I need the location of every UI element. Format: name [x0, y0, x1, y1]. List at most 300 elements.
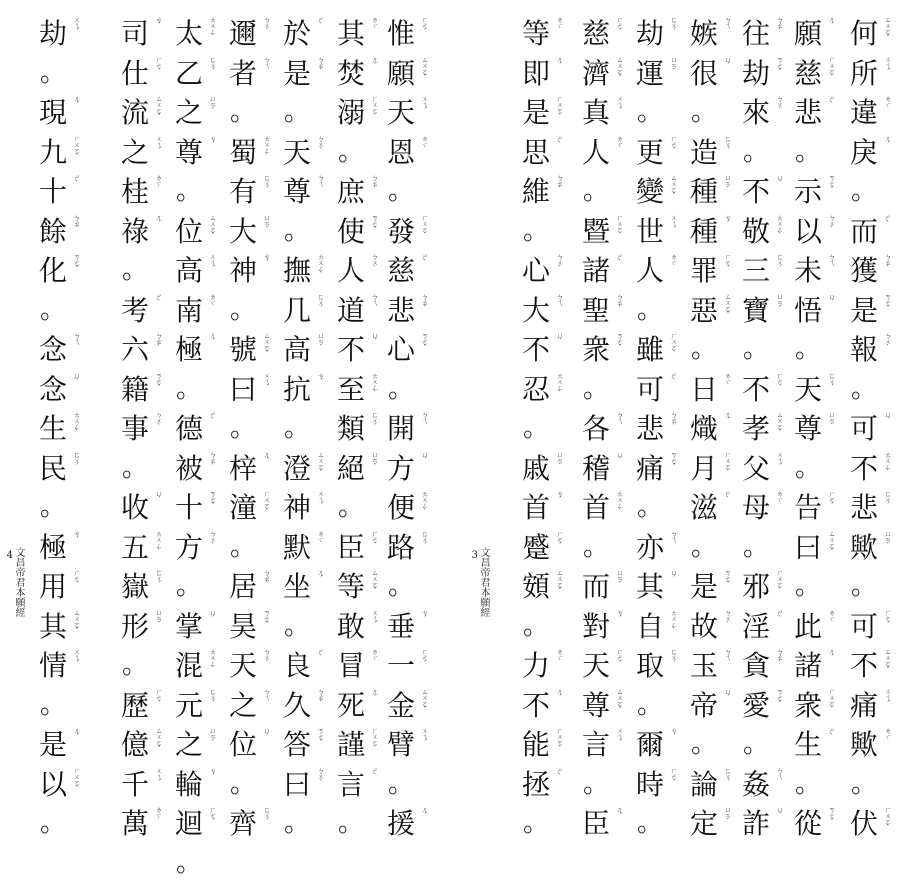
scripture-character: 以 ㄏㄨㄛˋ — [38, 765, 82, 805]
punctuation-mark: 。 — [581, 528, 625, 568]
zhuyin-annotation: ㄏㄜˊ — [417, 16, 429, 35]
scripture-character: 被 ㄅㄠˋ — [174, 449, 218, 489]
scripture-character: 聖 ㄅㄠˋ — [581, 291, 625, 331]
zhuyin-annotation: ㄕˋ — [772, 609, 784, 622]
zhuyin-annotation: ㄈㄨˊ — [151, 569, 163, 588]
scripture-character: 德 ㄕˋ — [174, 409, 218, 449]
zhuyin-annotation: ㄅㄟ — [417, 411, 429, 423]
zhuyin-annotation: ㄈㄨˊ — [259, 174, 271, 193]
scripture-character: 不 ㄏㄜˊ — [741, 370, 785, 410]
punctuation-mark: 。 — [386, 172, 430, 212]
zhuyin-annotation: ㄏㄨㄛˋ — [367, 727, 379, 752]
scripture-character: 類 ㄈㄨˊ — [336, 409, 380, 449]
zhuyin-annotation: ㄏㄨㄛˋ — [720, 451, 732, 476]
punctuation-mark: 。 — [581, 765, 625, 805]
zhuyin-annotation: ㄅㄨˋ — [824, 214, 836, 233]
scripture-character: 極 ㄘˊ — [38, 528, 82, 568]
scripture-character: 罪 ㄏㄜˊ — [689, 251, 733, 291]
punctuation-mark: 。 — [741, 330, 785, 370]
zhuyin-annotation: ㄏㄜˊ — [612, 648, 624, 667]
zhuyin-annotation: ㄨㄟˊ — [313, 490, 325, 509]
punctuation-mark: 。 — [174, 844, 218, 883]
punctuation-mark: 。 — [581, 172, 625, 212]
page-number: 4 — [7, 550, 13, 561]
punctuation-mark: 。 — [689, 330, 733, 370]
scripture-character: 之 ㄨㄟˊ — [120, 133, 164, 173]
zhuyin-annotation: ㄨㄟˊ — [69, 648, 81, 667]
zhuyin-annotation: ㄅㄟ — [720, 16, 732, 28]
zhuyin-annotation: ㄏㄨㄛˋ — [69, 135, 81, 160]
scripture-character: 梓 ㄦˊ — [228, 449, 272, 489]
scripture-character: 是 ㄎㄜˇ — [849, 291, 893, 331]
zhuyin-annotation: ㄈㄨˊ — [880, 490, 892, 509]
punctuation-mark: 。 — [793, 330, 837, 370]
scripture-character: 澄 ㄙㄨㄛˇ — [282, 449, 326, 489]
zhuyin-annotation: ㄨㄟˊ — [880, 688, 892, 707]
scripture-character: 思 ㄕˋ — [521, 133, 565, 173]
zhuyin-annotation: ㄏㄜˊ — [151, 56, 163, 75]
scripture-character: 痛 ㄨㄟˊ — [849, 686, 893, 726]
scripture-character: 不 ㄩˊ — [521, 330, 565, 370]
scripture-character: 定 ㄩㄢˋ — [689, 804, 733, 844]
zhuyin-annotation: ㄅㄟ — [367, 293, 379, 305]
text-column — [386, 14, 430, 844]
scripture-character: 可 ㄩˊ — [849, 409, 893, 449]
zhuyin-annotation: ㄏㄜˊ — [612, 16, 624, 35]
scripture-character: 不 ㄙㄨㄛˇ — [849, 646, 893, 686]
zhuyin-annotation: ㄩˊ — [880, 411, 892, 424]
scripture-character: 謹 ㄏㄨㄛˋ — [336, 725, 380, 765]
zhuyin-annotation: ㄈㄨˊ — [720, 767, 732, 786]
zhuyin-annotation: ㄕˋ — [205, 411, 217, 424]
zhuyin-annotation: ㄩㄢˋ — [720, 174, 732, 193]
scripture-character: 故 ㄅㄨˋ — [689, 607, 733, 647]
punctuation-mark: 。 — [282, 409, 326, 449]
scripture-character: 熾 ㄦˊ — [689, 409, 733, 449]
zhuyin-annotation: ㄦˊ — [612, 806, 624, 819]
zhuyin-annotation: ㄅㄠˋ — [666, 411, 678, 430]
zhuyin-annotation: ㄅㄨˋ — [205, 530, 217, 549]
scripture-character: 用 ㄏㄜˊ — [38, 567, 82, 607]
zhuyin-annotation: ㄦˊ — [205, 332, 217, 345]
scripture-character: 邪 ㄏㄨㄛˋ — [741, 567, 785, 607]
scripture-character: 之 ㄩㄢˋ — [174, 725, 218, 765]
scripture-character: 雖 ㄏㄨㄛˋ — [635, 330, 679, 370]
scripture-character: 抗 ㄘˊ — [282, 370, 326, 410]
scripture-character: 力 ㄌㄧˋ — [521, 646, 565, 686]
zhuyin-annotation: ㄩˊ — [824, 293, 836, 306]
zhuyin-annotation: ㄙㄨㄛˇ — [612, 688, 624, 713]
scripture-character: 言 ㄨㄟˊ — [581, 725, 625, 765]
text-column — [282, 14, 326, 844]
zhuyin-annotation: ㄅㄨˋ — [259, 648, 271, 667]
zhuyin-annotation: ㄏㄨㄛˋ — [417, 214, 429, 239]
scripture-character: 考 ㄕˋ — [120, 291, 164, 331]
zhuyin-annotation: ㄙㄨㄛˇ — [367, 569, 379, 594]
scripture-character: 尊 ㄅㄟ — [282, 172, 326, 212]
zhuyin-annotation: ㄈㄨˊ — [417, 530, 429, 549]
scripture-character: 從 ㄎㄜˇ — [793, 804, 837, 844]
scripture-character: 拯 ㄕˋ — [521, 765, 565, 805]
scripture-character: 金 ㄙㄨㄛˇ — [386, 686, 430, 726]
text-column — [849, 14, 893, 844]
zhuyin-annotation: ㄩˊ — [259, 727, 271, 740]
zhuyin-annotation: ㄩˊ — [367, 332, 379, 345]
punctuation-mark: 。 — [336, 488, 380, 528]
scripture-character: 是 ㄏㄨㄛˋ — [521, 93, 565, 133]
zhuyin-annotation: ㄙㄨㄛˇ — [259, 332, 271, 357]
zhuyin-annotation: ㄩˊ — [417, 451, 429, 464]
scripture-character: 愛 ㄎㄜˇ — [741, 686, 785, 726]
punctuation-mark: 。 — [793, 567, 837, 607]
scripture-character: 臣 ㄦˊ — [581, 804, 625, 844]
zhuyin-annotation: ㄘˊ — [151, 16, 163, 29]
scripture-character: 不 ㄦˊ — [521, 686, 565, 726]
scripture-character: 而 ㄕˋ — [849, 212, 893, 252]
scripture-character: 迴 ㄏㄜˊ — [174, 804, 218, 844]
zhuyin-annotation: ㄦˊ — [720, 411, 732, 424]
scripture-character: 尊 ㄘˊ — [174, 133, 218, 173]
zhuyin-annotation: ㄅㄠˋ — [259, 569, 271, 588]
scripture-character: 對 ㄘˊ — [581, 607, 625, 647]
zhuyin-annotation: ㄅㄟ — [720, 648, 732, 660]
scripture-character: 至 ㄊㄨㄥˋ — [336, 370, 380, 410]
scripture-character: 蜀 ㄊㄨㄥˋ — [228, 133, 272, 173]
scripture-character: 久 ㄅㄠˋ — [282, 686, 326, 726]
zhuyin-annotation: ㄩˊ — [772, 174, 784, 187]
punctuation-mark: 。 — [793, 765, 837, 805]
zhuyin-annotation: ㄅㄨˋ — [367, 253, 379, 272]
punctuation-mark: 。 — [120, 646, 164, 686]
zhuyin-annotation: ㄘˊ — [259, 253, 271, 266]
scripture-character: 援 ㄦˊ — [386, 804, 430, 844]
scripture-character: 違 ㄌㄧˋ — [849, 93, 893, 133]
zhuyin-annotation: ㄎㄜˇ — [205, 490, 217, 509]
zhuyin-annotation: ㄏㄜˊ — [151, 688, 163, 707]
scripture-character: 首 ㄊㄨㄥˋ — [581, 488, 625, 528]
zhuyin-annotation: ㄏㄨㄛˋ — [259, 490, 271, 515]
scripture-character: 答 ㄎㄜˇ — [282, 725, 326, 765]
zhuyin-annotation: ㄨㄟˊ — [612, 727, 624, 746]
zhuyin-annotation: ㄅㄟ — [772, 767, 784, 779]
scripture-character: 造 ㄈㄨˊ — [689, 133, 733, 173]
scripture-character: 化 ㄎㄜˇ — [38, 251, 82, 291]
punctuation-mark: 。 — [581, 370, 625, 410]
zhuyin-annotation: ㄅㄟ — [612, 411, 624, 423]
scripture-character: 垂 ㄘˊ — [386, 607, 430, 647]
zhuyin-annotation: ㄏㄨㄛˋ — [552, 727, 564, 752]
scripture-character: 溺 ㄏㄨㄛˋ — [336, 93, 380, 133]
punctuation-mark: 。 — [635, 686, 679, 726]
zhuyin-annotation: ㄨㄟˊ — [666, 214, 678, 233]
zhuyin-annotation: ㄏㄨㄛˋ — [772, 569, 784, 594]
zhuyin-annotation: ㄕˋ — [824, 95, 836, 108]
zhuyin-annotation: ㄌㄧˋ — [666, 253, 678, 271]
punctuation-mark: 。 — [741, 725, 785, 765]
scripture-character: 元 ㄈㄨˊ — [174, 686, 218, 726]
zhuyin-annotation: ㄊㄨㄥˋ — [552, 372, 564, 397]
zhuyin-annotation: ㄅㄠˋ — [205, 451, 217, 470]
zhuyin-annotation: ㄅㄠˋ — [772, 648, 784, 667]
scripture-character: 很 ㄩˊ — [689, 54, 733, 94]
scripture-character: 仕 ㄏㄜˊ — [120, 54, 164, 94]
left-page — [0, 0, 457, 645]
zhuyin-annotation: ㄎㄜˇ — [313, 727, 325, 746]
zhuyin-annotation: ㄎㄜˇ — [824, 174, 836, 193]
zhuyin-annotation: ㄏㄜˊ — [772, 372, 784, 391]
scripture-character: 生 ㄊㄨㄥˋ — [38, 409, 82, 449]
zhuyin-annotation: ㄕˋ — [612, 253, 624, 266]
scripture-character: 天 ㄏㄜˊ — [581, 646, 625, 686]
scripture-character: 而 ㄩㄢˋ — [581, 567, 625, 607]
scripture-character: 願 ㄙㄨㄛˇ — [386, 54, 430, 94]
zhuyin-annotation: ㄈㄨˊ — [666, 16, 678, 35]
zhuyin-annotation: ㄙㄨㄛˇ — [880, 16, 892, 41]
zhuyin-annotation: ㄩㄢˋ — [313, 332, 325, 351]
scripture-character: 籍 ㄎㄜˇ — [120, 370, 164, 410]
scripture-character: 默 ㄌㄧˋ — [282, 528, 326, 568]
zhuyin-annotation: ㄩㄢˋ — [880, 530, 892, 549]
punctuation-mark: 。 — [282, 93, 326, 133]
punctuation-mark: 。 — [282, 607, 326, 647]
scripture-character: 太 ㄊㄨㄥˋ — [174, 14, 218, 54]
scripture-character: 首 ㄘˊ — [521, 488, 565, 528]
scripture-character: 高 ㄨㄟˊ — [174, 251, 218, 291]
scripture-character: 人 ㄌㄧˋ — [581, 133, 625, 173]
scripture-character: 往 ㄅㄠˋ — [741, 14, 785, 54]
zhuyin-annotation: ㄅㄠˋ — [69, 214, 81, 233]
punctuation-mark: 。 — [228, 409, 272, 449]
scripture-character: 所 ㄨㄟˊ — [849, 54, 893, 94]
punctuation-mark: 。 — [120, 251, 164, 291]
zhuyin-annotation: ㄅㄨˋ — [880, 332, 892, 351]
zhuyin-annotation: ㄏㄜˊ — [720, 253, 732, 272]
scripture-character: 不 ㄩˊ — [741, 172, 785, 212]
zhuyin-annotation: ㄙㄨㄛˇ — [205, 214, 217, 239]
scripture-character: 開 ㄅㄟ — [386, 409, 430, 449]
zhuyin-annotation: ㄈㄨˊ — [666, 648, 678, 667]
punctuation-mark: 。 — [174, 370, 218, 410]
zhuyin-annotation: ㄘˊ — [205, 135, 217, 148]
scripture-character: 五 ㄊㄨㄥˋ — [120, 528, 164, 568]
scripture-character: 取 ㄈㄨˊ — [635, 646, 679, 686]
punctuation-mark: 。 — [386, 765, 430, 805]
punctuation-mark: 。 — [689, 528, 733, 568]
zhuyin-annotation: ㄩˊ — [772, 806, 784, 819]
punctuation-mark: 。 — [849, 567, 893, 607]
scripture-character: 曰 ㄅㄨˋ — [282, 765, 326, 805]
scripture-character: 人 ㄌㄧˋ — [635, 251, 679, 291]
zhuyin-annotation: ㄌㄧˋ — [552, 648, 564, 666]
scripture-character: 天 ㄨㄟˊ — [386, 93, 430, 133]
zhuyin-annotation: ㄕˋ — [552, 135, 564, 148]
zhuyin-annotation: ㄨㄟˊ — [612, 95, 624, 114]
scripture-character: 變 ㄙㄨㄛˇ — [635, 172, 679, 212]
scripture-character: 未 ㄅㄟ — [793, 251, 837, 291]
scripture-character: 混 ㄊㄨㄥˋ — [174, 646, 218, 686]
zhuyin-annotation: ㄎㄜˇ — [367, 214, 379, 233]
zhuyin-annotation: ㄅㄨˋ — [313, 135, 325, 154]
zhuyin-annotation: ㄏㄜˊ — [552, 530, 564, 549]
zhuyin-annotation: ㄨㄟˊ — [417, 727, 429, 746]
zhuyin-annotation: ㄅㄨˋ — [151, 411, 163, 430]
scripture-character: 日 ㄌㄧˋ — [689, 370, 733, 410]
punctuation-mark: 。 — [386, 567, 430, 607]
scripture-character: 戚 ㄩㄢˋ — [521, 449, 565, 489]
zhuyin-annotation: ㄌㄧˋ — [824, 609, 836, 627]
text-column — [228, 14, 272, 844]
zhuyin-annotation: ㄏㄨㄛˋ — [880, 806, 892, 831]
punctuation-mark: 。 — [849, 172, 893, 212]
scripture-character: 悲 ㄕˋ — [793, 93, 837, 133]
zhuyin-annotation: ㄦˊ — [69, 95, 81, 108]
punctuation-mark: 。 — [635, 804, 679, 844]
zhuyin-annotation: ㄦˊ — [880, 135, 892, 148]
scripture-character: 真 ㄨㄟˊ — [581, 93, 625, 133]
scripture-character: 曰 ㄨㄟˊ — [228, 370, 272, 410]
book-title: 文昌帝君本願經 — [478, 547, 489, 617]
zhuyin-annotation: ㄅㄨˋ — [720, 609, 732, 628]
zhuyin-annotation: ㄈㄨˊ — [720, 135, 732, 154]
zhuyin-annotation: ㄌㄧˋ — [880, 727, 892, 745]
zhuyin-annotation: ㄅㄟ — [259, 688, 271, 700]
zhuyin-annotation: ㄦˊ — [552, 688, 564, 701]
punctuation-mark: 。 — [849, 370, 893, 410]
scripture-character: 神 ㄘˊ — [228, 251, 272, 291]
scripture-character: 潼 ㄏㄨㄛˋ — [228, 488, 272, 528]
scripture-character: 戾 ㄦˊ — [849, 133, 893, 173]
scripture-character: 姦 ㄅㄟ — [741, 765, 785, 805]
text-column — [741, 14, 785, 844]
zhuyin-annotation: ㄕˋ — [880, 214, 892, 227]
zhuyin-annotation: ㄙㄨㄛˇ — [151, 95, 163, 120]
scripture-character: 九 ㄏㄨㄛˋ — [38, 133, 82, 173]
scripture-character: 發 ㄏㄨㄛˋ — [386, 212, 430, 252]
punctuation-mark: 。 — [38, 686, 82, 726]
zhuyin-annotation: ㄌㄧˋ — [720, 372, 732, 390]
scripture-character: 便 ㄊㄨㄥˋ — [386, 488, 430, 528]
text-column — [581, 14, 625, 844]
scripture-character: 敢 ㄨㄟˊ — [336, 607, 380, 647]
zhuyin-annotation: ㄙㄨㄛˇ — [313, 451, 325, 476]
scripture-character: 運 ㄩㄢˋ — [635, 54, 679, 94]
zhuyin-annotation: ㄘˊ — [313, 372, 325, 385]
scripture-character: 其 ㄌㄧˋ — [336, 14, 380, 54]
punctuation-mark: 。 — [228, 291, 272, 331]
zhuyin-annotation: ㄩㄢˋ — [151, 609, 163, 628]
scripture-character: 以 ㄅㄨˋ — [793, 212, 837, 252]
scripture-character: 能 ㄏㄨㄛˋ — [521, 725, 565, 765]
zhuyin-annotation: ㄨㄟˊ — [772, 451, 784, 470]
scripture-character: 天 ㄅㄨˋ — [228, 646, 272, 686]
zhuyin-annotation: ㄩㄢˋ — [666, 56, 678, 75]
scripture-character: 神 ㄨㄟˊ — [282, 488, 326, 528]
scripture-character: 流 ㄙㄨㄛˇ — [120, 93, 164, 133]
scripture-character: 孝 ㄙㄨㄛˇ — [741, 409, 785, 449]
scripture-character: 民 ㄈㄨˊ — [38, 449, 82, 489]
scripture-character: 各 ㄅㄟ — [581, 409, 625, 449]
scripture-character: 曰 ㄙㄨㄛˇ — [793, 528, 837, 568]
scripture-character: 其 ㄩˊ — [635, 567, 679, 607]
zhuyin-annotation: ㄙㄨㄛˇ — [69, 609, 81, 634]
zhuyin-annotation: ㄘˊ — [666, 727, 678, 740]
scripture-character: 祿 ㄦˊ — [120, 212, 164, 252]
scripture-character: 邇 ㄅㄨˋ — [228, 14, 272, 54]
zhuyin-annotation: ㄩㄢˋ — [772, 293, 784, 312]
scripture-character: 極 ㄦˊ — [174, 330, 218, 370]
punctuation-mark: 。 — [120, 449, 164, 489]
zhuyin-annotation: ㄏㄨㄛˋ — [666, 332, 678, 357]
scripture-character: 嫉 ㄅㄟ — [689, 14, 733, 54]
zhuyin-annotation: ㄕˋ — [720, 490, 732, 503]
punctuation-mark: 。 — [38, 804, 82, 844]
zhuyin-annotation: ㄅㄠˋ — [367, 174, 379, 193]
scripture-character: 億 ㄙㄨㄛˇ — [120, 725, 164, 765]
zhuyin-annotation: ㄕˋ — [69, 174, 81, 187]
scripture-character: 來 ㄅㄨˋ — [741, 93, 785, 133]
zhuyin-annotation: ㄨㄟˊ — [69, 16, 81, 35]
zhuyin-annotation: ㄅㄠˋ — [612, 293, 624, 312]
scripture-character: 天 ㄅㄨˋ — [282, 133, 326, 173]
zhuyin-annotation: ㄕˋ — [824, 727, 836, 740]
zhuyin-annotation: ㄅㄟ — [259, 56, 271, 68]
scripture-character: 十 ㄕˋ — [38, 172, 82, 212]
zhuyin-annotation: ㄅㄟ — [313, 174, 325, 186]
zhuyin-annotation: ㄦˊ — [824, 16, 836, 29]
punctuation-mark: 。 — [689, 93, 733, 133]
scripture-character: 告 ㄏㄜˊ — [793, 488, 837, 528]
punctuation-mark: 。 — [741, 528, 785, 568]
scripture-character: 慈 ㄏㄜˊ — [581, 14, 625, 54]
zhuyin-annotation: ㄕˋ — [313, 648, 325, 661]
zhuyin-annotation: ㄦˊ — [417, 806, 429, 819]
text-column — [120, 14, 164, 844]
scripture-character: 歟 ㄩㄢˋ — [849, 528, 893, 568]
zhuyin-annotation: ㄅㄨˋ — [259, 16, 271, 35]
scripture-character: 冒 ㄌㄧˋ — [336, 646, 380, 686]
zhuyin-annotation: ㄊㄨㄥˋ — [313, 253, 325, 278]
zhuyin-annotation: ㄨㄟˊ — [367, 609, 379, 628]
scripture-character: 居 ㄅㄠˋ — [228, 567, 272, 607]
zhuyin-annotation: ㄏㄜˊ — [367, 530, 379, 549]
zhuyin-annotation: ㄙㄨㄛˇ — [552, 569, 564, 594]
zhuyin-annotation: ㄅㄠˋ — [313, 688, 325, 707]
zhuyin-annotation: ㄈㄨˊ — [313, 293, 325, 312]
punctuation-mark: 。 — [282, 212, 326, 252]
zhuyin-annotation: ㄅㄠˋ — [772, 16, 784, 35]
zhuyin-annotation: ㄩㄢˋ — [367, 451, 379, 470]
scripture-character: 桂 ㄌㄧˋ — [120, 172, 164, 212]
scripture-character: 淫 ㄕˋ — [741, 607, 785, 647]
zhuyin-annotation: ㄅㄨˋ — [313, 767, 325, 786]
page-number: 3 — [472, 550, 478, 561]
zhuyin-annotation: ㄅㄠˋ — [552, 174, 564, 193]
scripture-character: 位 ㄩˊ — [228, 725, 272, 765]
zhuyin-annotation: ㄩˊ — [69, 372, 81, 385]
zhuyin-annotation: ㄩˊ — [666, 569, 678, 582]
zhuyin-annotation: ㄙㄨㄛˇ — [720, 293, 732, 318]
punctuation-mark: 。 — [635, 488, 679, 528]
scripture-character: 几 ㄈㄨˊ — [282, 291, 326, 331]
scripture-character: 情 ㄨㄟˊ — [38, 646, 82, 686]
zhuyin-annotation: ㄏㄨㄛˋ — [367, 95, 379, 120]
zhuyin-annotation: ㄏㄜˊ — [824, 490, 836, 509]
zhuyin-annotation: ㄌㄧˋ — [612, 135, 624, 153]
zhuyin-annotation: ㄊㄨㄥˋ — [612, 490, 624, 515]
zhuyin-annotation: ㄨㄟˊ — [417, 95, 429, 114]
scripture-character: 念 ㄩˊ — [38, 370, 82, 410]
scripture-character: 玉 ㄅㄟ — [689, 646, 733, 686]
